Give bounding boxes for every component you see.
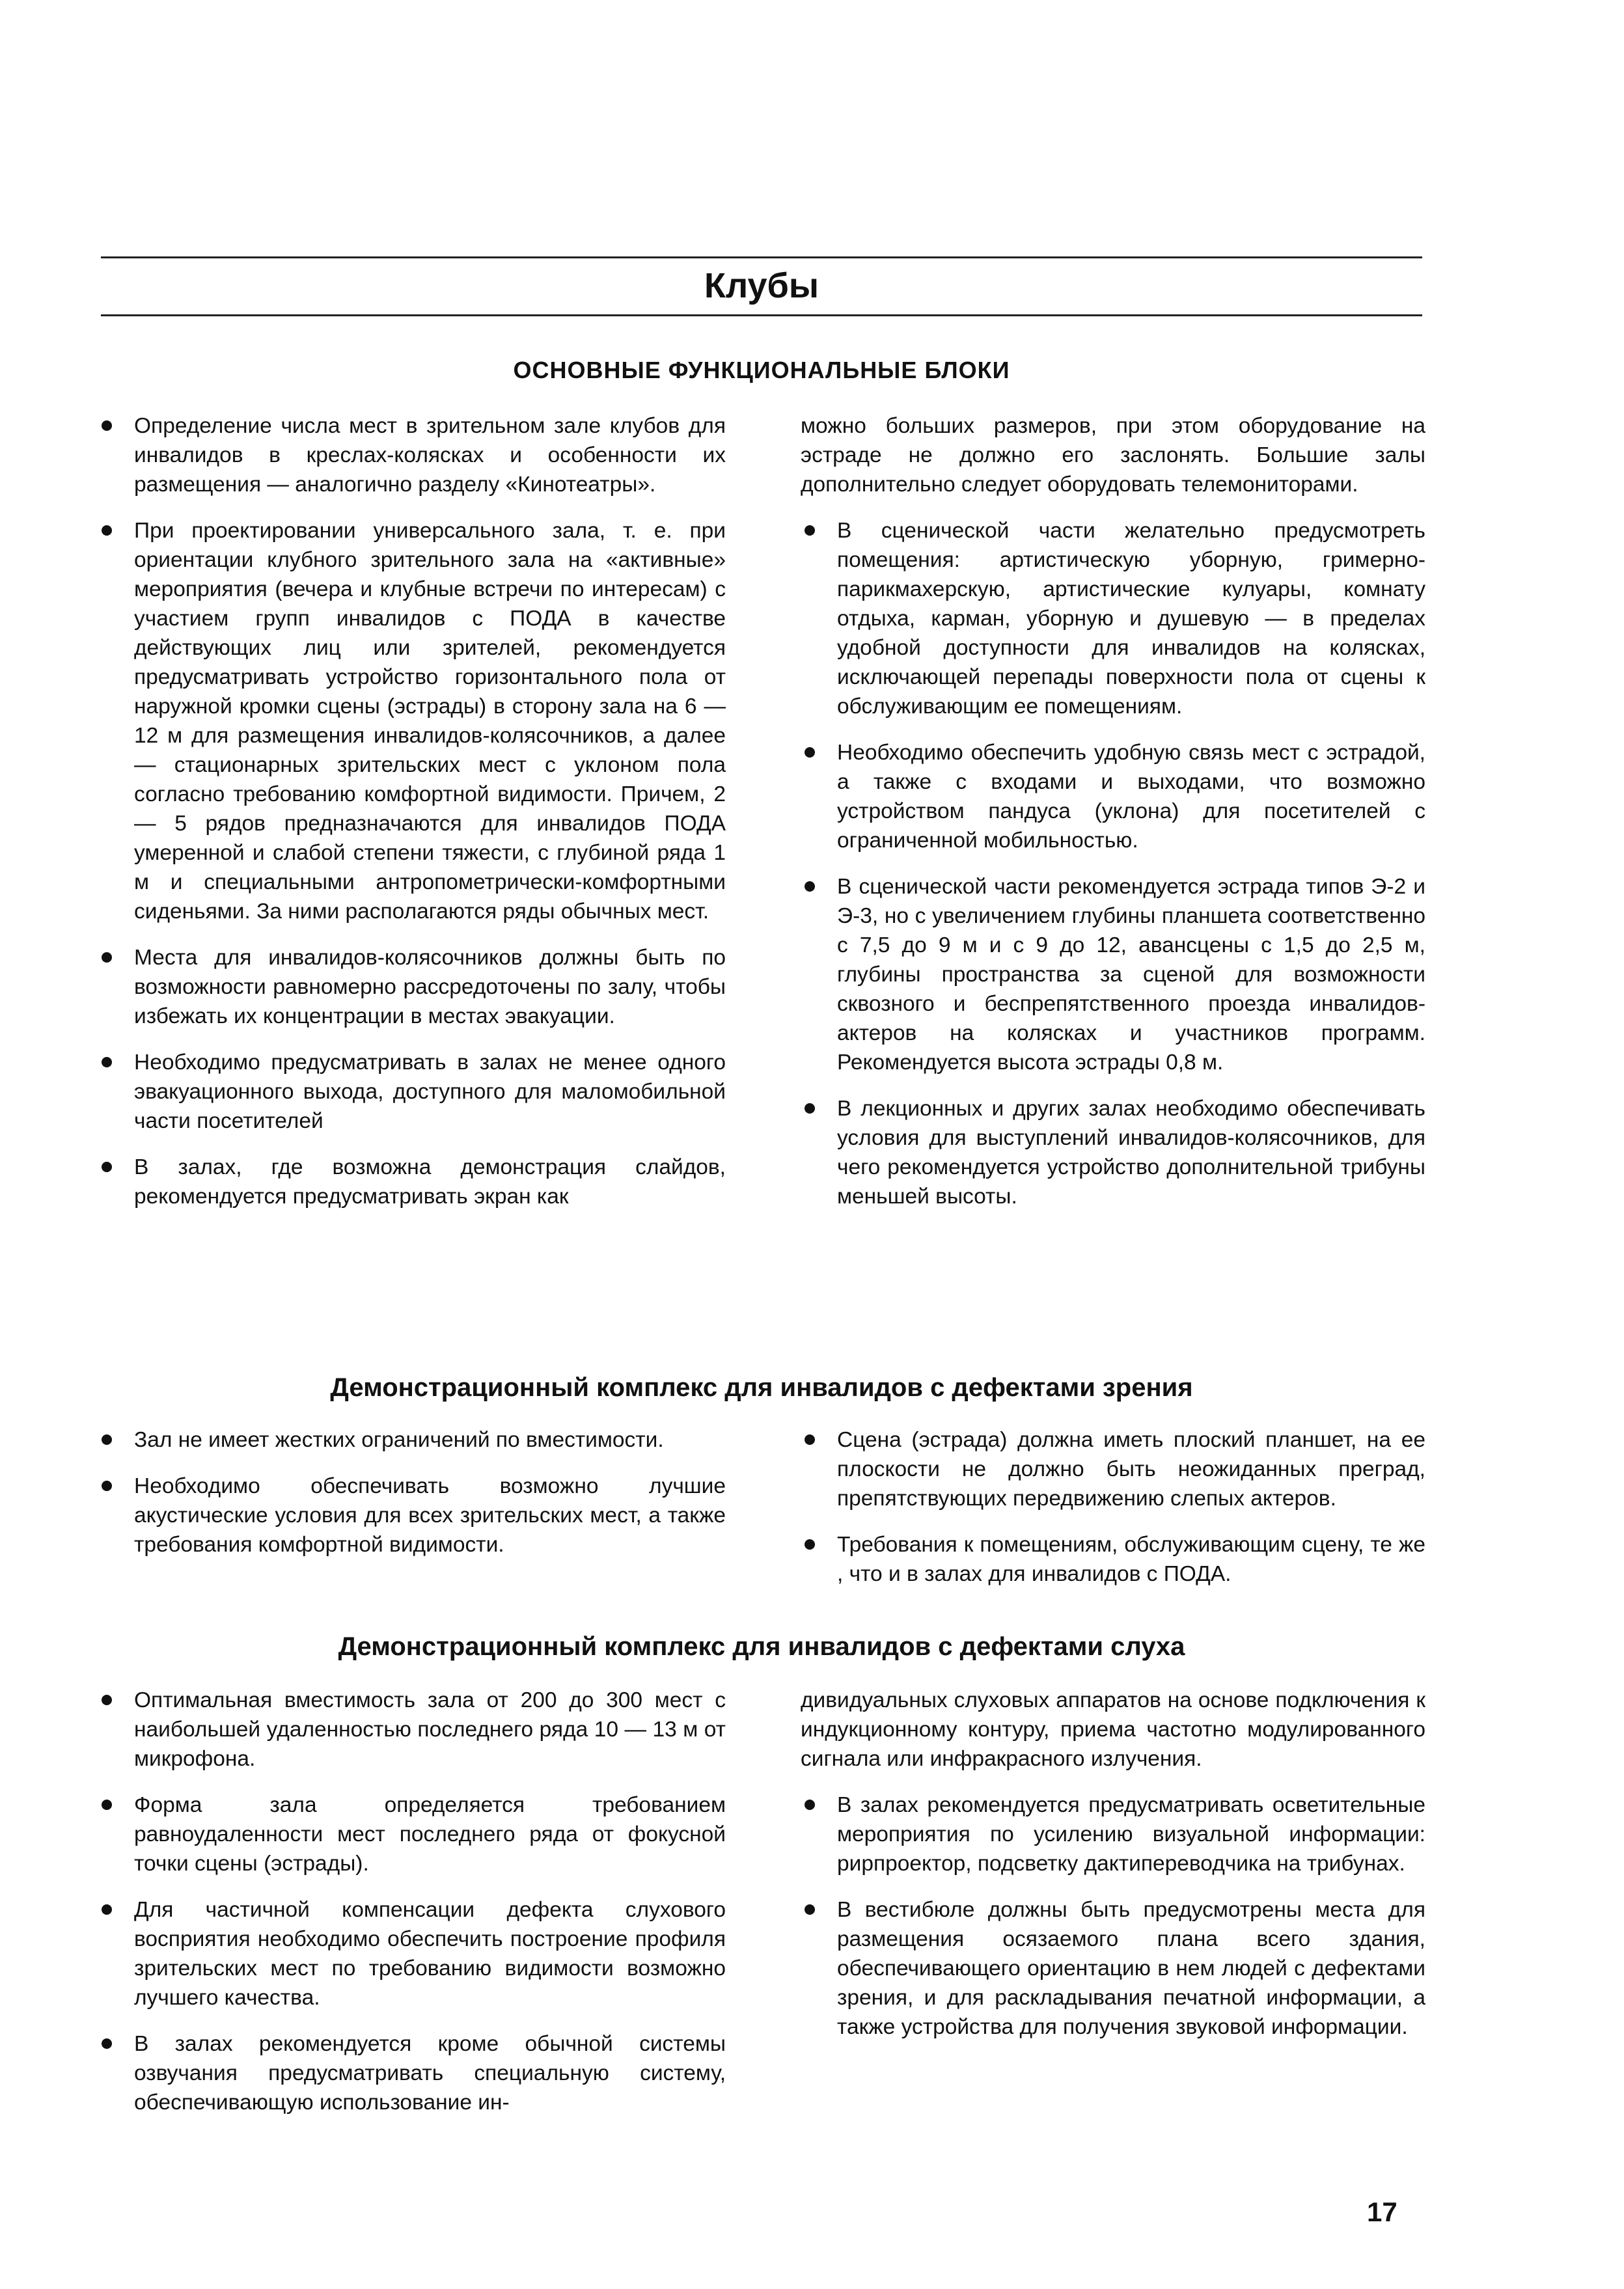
list-item: Для частичной компенсации дефекта слухового восприятия необходимо обеспечить построение профиля зрительских мест по требованию видимости возможно лучшего качества. xyxy=(98,1895,726,2012)
list-item: Необходимо обеспечивать возможно лучшие акустические условия для всех зрительских мест, а также требования комфортной видимости. xyxy=(98,1472,726,1559)
section3-right-column xyxy=(801,1686,1425,2059)
page-title: Клубы xyxy=(704,266,819,305)
list-item: В лекционных и других залах необходимо обеспечивать условия для выступлений инвалидов-колясочников, для чего рекомендуется устройство дополнительной трибуны меньшей высоты. xyxy=(801,1094,1425,1211)
continued-paragraph: дивидуальных слуховых аппаратов на основе подключения к индукционному контуру, приема частотно модулированного сигнала или инфракрасного излучения. xyxy=(801,1688,1425,1771)
section2-right-column xyxy=(801,1425,1425,1606)
section-heading-hearing: Демонстрационный комплекс для инвалидов с дефектами слуха xyxy=(338,1632,1185,1661)
continued-paragraph: можно больших размеров, при этом оборудование на эстраде не должно его заслонять. Большие залы дополнительно следует оборудовать телемониторами. xyxy=(801,414,1425,497)
list-item: Сцена (эстрада) должна иметь плоский планшет, на ее плоскости не должно быть неожиданных преград, препятствующих передвижению слепых актеров. xyxy=(801,1425,1425,1513)
list-item: Определение числа мест в зрительном зале клубов для инвалидов в креслах-колясках и особенности их размещения — аналогично разделу «Кинотеатры». xyxy=(98,411,726,499)
list-item: При проектировании универсального зала, т. е. при ориентации клубного зрительного зала на «активные» мероприятия (вечера и клубные встречи по интересам) с участием групп инвалидов с ПОДА в качестве действующих лиц или зрителей, рекомендуется предусматривать устройство горизонтального пола от наружной кромки сцены (эстрады) в сторону зала на 6 — 12 м для размещения инвалидов-колясочников, а далее — стационарных зрительских мест с уклоном пола согласно требованию комфортной видимости. Причем, 2 — 5 рядов предназначаются для инвалидов ПОДА умеренной и слабой степени тяжести, с глубиной ряда 1 м и специальными антропометрически-комфортными сиденьями. За ними располагаются ряды обычных мест. xyxy=(98,516,726,926)
list-item: Требования к помещениям, обслуживающим сцену, те же , что и в залах для инвалидов с ПОДА. xyxy=(801,1530,1425,1589)
list-item: Зал не имеет жестких ограничений по вместимости. xyxy=(98,1425,726,1455)
title-rule-bottom xyxy=(101,314,1422,316)
section2-left-column xyxy=(98,1425,726,1576)
list-item: Необходимо предусматривать в залах не менее одного эвакуационного выхода, доступного для маломобильной части посетителей xyxy=(98,1048,726,1136)
list-item: В залах, где возможна демонстрация слайдов, рекомендуется предусматривать экран как xyxy=(98,1153,726,1211)
list-item: В залах рекомендуется кроме обычной системы озвучания предусматривать специальную систему, обеспечивающую использование ин- xyxy=(98,2029,726,2117)
section1-right-column xyxy=(801,411,1425,1228)
section1-left-column xyxy=(98,411,726,1228)
list-item: Форма зала определяется требованием равноудаленности мест последнего ряда от фокусной точки сцены (эстрады). xyxy=(98,1790,726,1878)
list-item: Места для инвалидов-колясочников должны быть по возможности равномерно рассредоточены по залу, чтобы избежать их концентрации в местах эвакуации. xyxy=(98,943,726,1031)
section-heading-main-blocks: ОСНОВНЫЕ ФУНКЦИОНАЛЬНЫЕ БЛОКИ xyxy=(513,357,1010,383)
page-number: 17 xyxy=(1367,2197,1397,2227)
list-item: В вестибюле должны быть предусмотрены места для размещения осязаемого плана всего здания, обеспечивающего ориентацию в нем людей с дефектами зрения, и для раскладывания печатной информации, а также устройства для получения звуковой информации. xyxy=(801,1895,1425,2042)
list-item: Оптимальная вместимость зала от 200 до 300 мест с наибольшей удаленностью последнего ряда 10 — 13 м от микрофона. xyxy=(98,1686,726,1774)
section3-left-column xyxy=(98,1686,726,2134)
section-heading-vision: Демонстрационный комплекс для инвалидов с дефектами зрения xyxy=(330,1373,1193,1402)
list-item: В сценической части рекомендуется эстрада типов Э-2 и Э-3, но с увеличением глубины планшета соответственно с 7,5 до 9 м и с 9 до 12, авансцены с 1,5 до 2,5 м, глубины пространства за сценой для возможности сквозного и беспрепятственного проезда инвалидов-актеров на колясках и участников программ. Рекомендуется высота эстрады 0,8 м. xyxy=(801,872,1425,1077)
list-item: Необходимо обеспечить удобную связь мест с эстрадой, а также с входами и выходами, что возможно устройством пандуса (уклона) для посетителей с ограниченной мобильностью. xyxy=(801,738,1425,855)
list-item: В залах рекомендуется предусматривать осветительные мероприятия по усилению визуальной информации: рирпроектор, подсветку дактипереводчика на трибунах. xyxy=(801,1790,1425,1878)
list-item: В сценической части желательно предусмотреть помещения: артистическую уборную, гримерно-парикмахерскую, артистические кулуары, комнату отдыха, карман, уборную и душевую — в пределах удобной доступности для инвалидов на колясках, исключающей перепады поверхности пола от сцены к обслуживающим ее помещениям. xyxy=(801,516,1425,721)
